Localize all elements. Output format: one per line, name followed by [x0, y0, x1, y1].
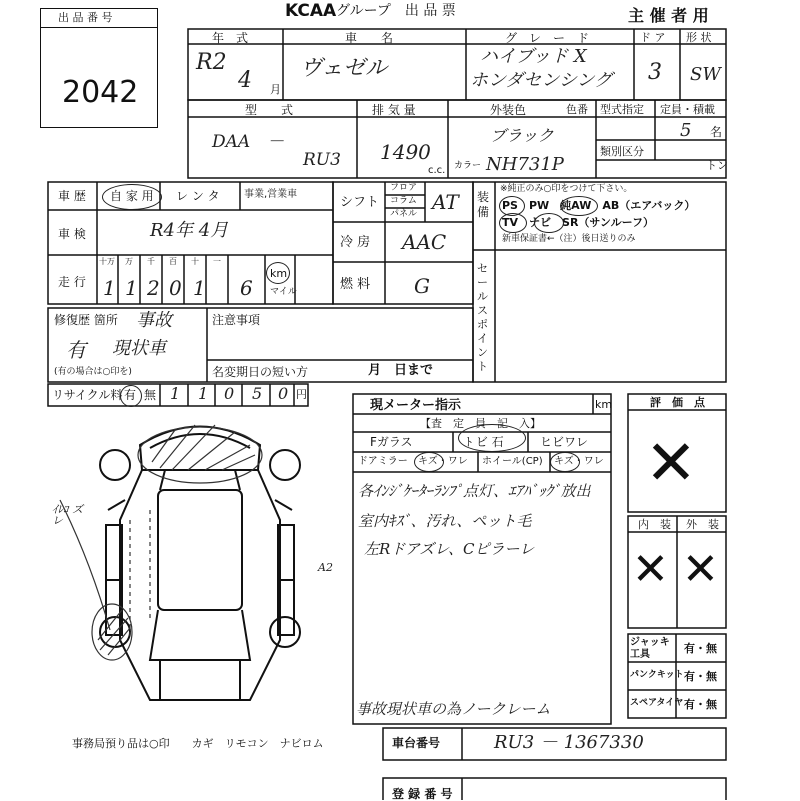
- capacity-unit: 名: [710, 125, 723, 139]
- lot-number-label: 出 品 番 号: [58, 11, 113, 24]
- puncture-value: 有・無: [684, 670, 717, 683]
- km-label: km: [270, 267, 288, 280]
- wheel-label: ホイール(CP): [482, 456, 543, 467]
- recycle-digit: 0: [224, 384, 235, 403]
- organizer-use-label: 主 催 者 用: [628, 6, 709, 25]
- sales-point-label: セールスポイント: [477, 262, 488, 373]
- inspector-note-1: 各ｲﾝｼﾞｹｰﾀｰﾗﾝﾌﾟ点灯、ｴｱﾊﾞｯｸﾞ放出: [358, 482, 591, 500]
- jack-value: 有・無: [684, 642, 717, 655]
- meter-label: 現メーター指示: [370, 398, 462, 413]
- grade-value-line1: ハイブッド X: [480, 46, 587, 67]
- history-commercial: 事業,営業車: [244, 189, 298, 200]
- registration-label: 登 録 番 号: [392, 787, 453, 801]
- capacity-value: 5: [680, 120, 692, 141]
- model-value-2: RU3: [303, 150, 341, 170]
- mirror-option: キズ・ワレ: [418, 456, 468, 467]
- equipment-line2: TV ナビ SR（サンルーフ）: [502, 216, 655, 229]
- mileage-label: 走 行: [58, 275, 86, 289]
- grade-label: グ レ ー ド: [505, 31, 590, 45]
- shift-floor: フロア: [390, 183, 418, 193]
- equipment-line3: 新車保証書←（注）後日送りのみ: [502, 234, 636, 244]
- recycle-label: リサイクル料: [52, 388, 123, 402]
- type-cert-label: 型式指定: [600, 103, 644, 116]
- displacement-unit: c.c.: [428, 165, 446, 176]
- color-number-value: NH731P: [486, 154, 564, 175]
- history-private: 自 家 用: [110, 189, 154, 203]
- lot-number: 2042: [62, 75, 139, 110]
- recycle-yes: 有: [124, 388, 137, 402]
- equipment-line1: PS PW 純AW AB（エアバック）: [502, 199, 696, 212]
- rename-date-label: 月 日まで: [368, 363, 434, 378]
- chassis-value: RU3 － 1367330: [494, 732, 644, 753]
- inspector-note-3: 左Rドアズレ、Cピラーレ: [364, 540, 535, 558]
- repair-note-2: 現状車: [112, 338, 166, 359]
- mileage-digit: 1: [103, 276, 116, 300]
- mileage-unit-100k: 十万: [99, 257, 115, 266]
- chip-label: ﾄ ビ 石: [466, 435, 504, 449]
- car-name-label: 車 名: [345, 31, 394, 45]
- shift-column: コラム: [390, 196, 417, 206]
- score-label: 評 価 点: [650, 396, 705, 409]
- history-rental: レ ン タ: [176, 189, 220, 203]
- shift-value: AT: [432, 190, 459, 214]
- equipment-note: ※純正のみ○印をつけて下さい。: [500, 184, 633, 194]
- form-title: グループ 出 品 票: [336, 3, 456, 19]
- chassis-label: 車台番号: [392, 736, 441, 750]
- mileage-digit: 2: [147, 276, 160, 300]
- model-value-1: DAA －: [212, 132, 285, 152]
- mileage-digit: 1: [125, 276, 138, 300]
- doors-value: 3: [648, 60, 662, 85]
- repair-note-1: 事故: [136, 310, 172, 331]
- spare-label: スペアタイヤ: [630, 698, 684, 708]
- color-value: ブラック: [490, 126, 554, 145]
- brand-logo: KCAA: [285, 1, 337, 21]
- office-note: 事務局預り品は○印 カギ リモコン ナビロム: [72, 737, 324, 750]
- ton-unit: トン: [706, 159, 728, 172]
- diagram-left-note: ｲﾚｺ ズレ: [52, 503, 83, 527]
- mileage-unit-1k: 千: [147, 257, 155, 266]
- model-label: 型 式: [245, 103, 294, 117]
- diagram-right-note: A2: [318, 561, 333, 574]
- repair-value: 有: [66, 338, 86, 362]
- mileage-digit: 0: [169, 276, 182, 300]
- recycle-unit: 円: [296, 388, 307, 401]
- spare-value: 有・無: [684, 698, 717, 711]
- mileage-digit: 6: [240, 276, 253, 300]
- puncture-label: パンクキット: [630, 670, 684, 680]
- repair-hint: (有の場合は○印を): [54, 367, 132, 377]
- rename-label: 名変期日の短い方: [212, 365, 309, 379]
- color-number-prefix: カラー: [454, 161, 482, 171]
- mile-label: マイル: [270, 287, 297, 297]
- recycle-no: 無: [144, 388, 157, 402]
- class-label: 類別区分: [600, 145, 644, 158]
- repair-label: 修復歴 箇所: [54, 313, 118, 327]
- inspector-title: 【査 定 員 記 入】: [420, 417, 541, 430]
- shape-value: SW: [690, 64, 721, 85]
- exterior-label: 外 装: [686, 518, 719, 531]
- inspection-value: R4年 4月: [150, 220, 229, 241]
- displacement-label: 排 気 量: [372, 103, 416, 117]
- ac-value: AAC: [402, 230, 447, 254]
- glass-label: Fガラス: [370, 435, 413, 449]
- fuel-value: G: [414, 274, 430, 298]
- score-value: ✕: [645, 426, 697, 499]
- crack-label: ヒビワレ: [540, 435, 589, 449]
- interior-label: 内 装: [638, 518, 671, 531]
- recycle-digit: 0: [278, 384, 289, 403]
- interior-score: ✕: [632, 544, 669, 595]
- wheel-option: キズ・ワレ: [554, 456, 604, 467]
- meter-unit: km: [595, 398, 613, 411]
- notes-label: 注意事項: [212, 313, 261, 327]
- shift-label: シフト: [340, 195, 380, 210]
- doors-label: ド ア: [640, 31, 666, 44]
- capacity-label: 定員・積載: [660, 103, 715, 116]
- mirror-label: ドアミラー: [358, 456, 408, 467]
- ac-label: 冷 房: [340, 235, 371, 250]
- recycle-digit: 1: [198, 384, 209, 403]
- color-label: 外装色: [490, 103, 527, 117]
- shift-panel: パネル: [390, 209, 418, 219]
- recycle-digit: 5: [252, 384, 263, 403]
- color-number-label: 色番: [566, 103, 588, 116]
- year-value: R2: [196, 50, 227, 75]
- history-label: 車 歴: [58, 189, 86, 203]
- inspector-note-2: 室内ｷｽﾞ、汚れ、ペット毛: [358, 512, 532, 530]
- mileage-unit-10k: 万: [125, 257, 133, 266]
- equipment-side-label: 装備: [477, 190, 490, 219]
- recycle-digit: 1: [170, 384, 181, 403]
- mileage-unit-1: 一: [213, 257, 221, 266]
- mileage-unit-100: 百: [169, 257, 177, 266]
- grade-value-line2: ホンダセンシング: [470, 70, 613, 91]
- shape-label: 形 状: [686, 31, 712, 44]
- month-value: 4: [238, 68, 252, 93]
- mileage-unit-10: 十: [191, 257, 199, 266]
- car-name-value: ヴェゼル: [300, 56, 388, 81]
- inspection-label: 車 検: [58, 227, 86, 241]
- inspector-footer-note: 事故現状車の為ノークレーム: [356, 700, 551, 718]
- year-label: 年 式: [212, 31, 249, 45]
- displacement-value: 1490: [380, 140, 431, 164]
- fuel-label: 燃 料: [340, 277, 371, 292]
- mileage-digit: 1: [193, 276, 206, 300]
- exterior-score: ✕: [682, 544, 719, 595]
- jack-label: ジャッキ工具: [630, 637, 670, 660]
- month-suffix: 月: [270, 83, 281, 96]
